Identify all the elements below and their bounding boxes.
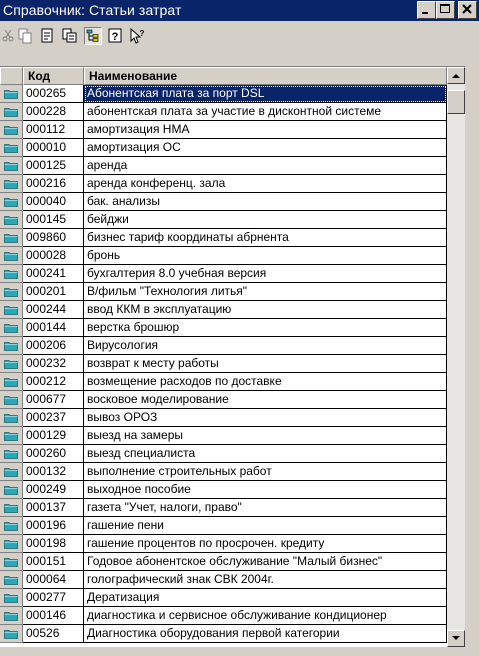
row-indicator bbox=[0, 193, 23, 211]
row-indicator bbox=[0, 445, 23, 463]
row-indicator bbox=[0, 301, 23, 319]
row-indicator bbox=[0, 625, 23, 643]
cell-name[interactable]: амортизация ОС bbox=[84, 139, 447, 157]
help-button[interactable] bbox=[106, 27, 124, 45]
cell-code[interactable]: 000237 bbox=[23, 409, 84, 427]
folder-icon bbox=[4, 197, 18, 207]
cell-name[interactable]: аренда конференц. зала bbox=[84, 175, 447, 193]
cell-name[interactable]: выезд на замеры bbox=[84, 427, 447, 445]
title-bar bbox=[0, 0, 479, 21]
table-row[interactable] bbox=[0, 265, 447, 283]
cell-name[interactable]: бронь bbox=[84, 247, 447, 265]
folder-icon bbox=[4, 251, 18, 261]
folder-icon bbox=[4, 575, 18, 585]
table-row[interactable] bbox=[0, 625, 447, 643]
cell-code[interactable]: 000129 bbox=[23, 427, 84, 445]
folder-icon bbox=[4, 629, 18, 639]
arrow-up-icon bbox=[448, 68, 464, 83]
cell-code[interactable]: 000112 bbox=[23, 121, 84, 139]
folder-icon bbox=[4, 521, 18, 531]
table-row[interactable] bbox=[0, 427, 447, 445]
row-indicator bbox=[0, 175, 23, 193]
cell-name[interactable]: Абонентская плата за порт DSL bbox=[84, 85, 447, 103]
row-indicator bbox=[0, 499, 23, 517]
cell-name[interactable]: амортизация НМА bbox=[84, 121, 447, 139]
scroll-up-button[interactable] bbox=[447, 67, 465, 84]
help-icon bbox=[106, 27, 124, 45]
row-indicator bbox=[0, 517, 23, 535]
cell-code[interactable]: 000212 bbox=[23, 373, 84, 391]
folder-icon bbox=[4, 593, 18, 603]
table-row[interactable] bbox=[0, 391, 447, 409]
row-indicator bbox=[0, 121, 23, 139]
row-indicator bbox=[0, 373, 23, 391]
row-indicator bbox=[0, 265, 23, 283]
copy-icon bbox=[17, 27, 35, 45]
column-header-name[interactable]: Наименование bbox=[84, 67, 447, 85]
cell-code[interactable]: 000232 bbox=[23, 355, 84, 373]
cell-code[interactable]: 000241 bbox=[23, 265, 84, 283]
table-row[interactable] bbox=[0, 211, 447, 229]
folder-icon bbox=[4, 359, 18, 369]
cell-code[interactable]: 000216 bbox=[23, 175, 84, 193]
cell-name[interactable]: возмещение расходов по доставке bbox=[84, 373, 447, 391]
folder-icon bbox=[4, 467, 18, 477]
folder-icon bbox=[4, 485, 18, 495]
cell-code[interactable]: 000206 bbox=[23, 337, 84, 355]
row-indicator bbox=[0, 553, 23, 571]
maximize-button[interactable] bbox=[436, 1, 455, 19]
table-row[interactable] bbox=[0, 553, 447, 571]
table-row[interactable] bbox=[0, 571, 447, 589]
cost-items-table[interactable] bbox=[0, 66, 465, 647]
cell-name[interactable]: Вирусология bbox=[84, 337, 447, 355]
cell-code[interactable]: 000151 bbox=[23, 553, 84, 571]
cell-code[interactable]: 000145 bbox=[23, 211, 84, 229]
table-row[interactable] bbox=[0, 319, 447, 337]
table-row[interactable] bbox=[0, 103, 447, 121]
cell-name[interactable]: Дератизация bbox=[84, 589, 447, 607]
close-button[interactable] bbox=[458, 1, 477, 19]
table-row[interactable] bbox=[0, 157, 447, 175]
folder-icon bbox=[4, 287, 18, 297]
cell-code[interactable]: 000677 bbox=[23, 391, 84, 409]
folder-icon bbox=[4, 143, 18, 153]
row-indicator bbox=[0, 337, 23, 355]
row-indicator bbox=[0, 319, 23, 337]
folder-icon bbox=[4, 341, 18, 351]
table-row[interactable] bbox=[0, 355, 447, 373]
svg-text:?: ? bbox=[111, 31, 119, 43]
row-indicator bbox=[0, 589, 23, 607]
cell-name[interactable]: выходное пособие bbox=[84, 481, 447, 499]
cut-icon bbox=[0, 27, 18, 45]
folder-icon bbox=[4, 611, 18, 621]
cell-name[interactable]: голографический знак СВК 2004г. bbox=[84, 571, 447, 589]
cell-name[interactable]: бухгалтерия 8.0 учебная версия bbox=[84, 265, 447, 283]
folder-icon bbox=[4, 449, 18, 459]
row-indicator bbox=[0, 139, 23, 157]
row-indicator bbox=[0, 427, 23, 445]
folder-icon bbox=[4, 395, 18, 405]
cell-name[interactable]: бизнес тариф координаты абрнента bbox=[84, 229, 447, 247]
cell-code[interactable]: 000228 bbox=[23, 103, 84, 121]
copy-button[interactable] bbox=[17, 27, 35, 45]
cell-code[interactable]: 000277 bbox=[23, 589, 84, 607]
minimize-button[interactable] bbox=[417, 1, 436, 19]
row-indicator bbox=[0, 85, 23, 103]
cell-name[interactable]: Годовое абонентское обслуживание "Малый бизнес" bbox=[84, 553, 447, 571]
cut-button[interactable] bbox=[0, 27, 18, 45]
row-indicator bbox=[0, 229, 23, 247]
cell-code[interactable]: 000244 bbox=[23, 301, 84, 319]
cell-name[interactable]: диагностика и сервисное обслуживание кондиционер bbox=[84, 607, 447, 625]
cell-code[interactable]: 000196 bbox=[23, 517, 84, 535]
cell-code[interactable]: 000028 bbox=[23, 247, 84, 265]
cell-name[interactable]: газета "Учет, налоги, право" bbox=[84, 499, 447, 517]
table-row[interactable] bbox=[0, 193, 447, 211]
table-row[interactable] bbox=[0, 589, 447, 607]
cell-code[interactable]: 000260 bbox=[23, 445, 84, 463]
cell-code[interactable]: 000010 bbox=[23, 139, 84, 157]
folder-icon bbox=[4, 107, 18, 117]
table-row[interactable] bbox=[0, 481, 447, 499]
scroll-down-button[interactable] bbox=[447, 630, 465, 647]
cell-code[interactable]: 000146 bbox=[23, 607, 84, 625]
paste-button[interactable] bbox=[39, 27, 57, 45]
header-icon-cell bbox=[0, 67, 23, 85]
cell-name[interactable]: бейджи bbox=[84, 211, 447, 229]
row-indicator bbox=[0, 157, 23, 175]
cell-name[interactable]: выполнение строительных работ bbox=[84, 463, 447, 481]
cell-name[interactable]: Диагностика оборудования первой категории bbox=[84, 625, 447, 643]
cell-code[interactable]: 000144 bbox=[23, 319, 84, 337]
table-row[interactable] bbox=[0, 445, 447, 463]
cell-name[interactable]: гашение процентов по просрочен. кредиту bbox=[84, 535, 447, 553]
paste-icon bbox=[39, 27, 57, 45]
table-row[interactable] bbox=[0, 121, 447, 139]
folder-icon bbox=[4, 323, 18, 333]
row-indicator bbox=[0, 211, 23, 229]
folder-icon bbox=[4, 161, 18, 171]
cell-code[interactable]: 000040 bbox=[23, 193, 84, 211]
table-row[interactable] bbox=[0, 85, 447, 103]
table-row[interactable] bbox=[0, 301, 447, 319]
table-row[interactable] bbox=[0, 607, 447, 625]
close-icon bbox=[459, 2, 476, 18]
folder-icon bbox=[4, 233, 18, 243]
folder-icon bbox=[4, 413, 18, 423]
row-indicator bbox=[0, 355, 23, 373]
row-indicator bbox=[0, 571, 23, 589]
maximize-icon bbox=[437, 2, 454, 18]
column-header-code[interactable]: Код bbox=[23, 67, 84, 85]
folder-icon bbox=[4, 431, 18, 441]
tree-view-icon bbox=[85, 28, 101, 44]
svg-text:?: ? bbox=[139, 29, 145, 38]
cell-name[interactable]: восковое моделирование bbox=[84, 391, 447, 409]
vertical-scrollbar[interactable] bbox=[447, 67, 465, 647]
row-indicator bbox=[0, 481, 23, 499]
cell-code[interactable]: 000064 bbox=[23, 571, 84, 589]
window-edge bbox=[465, 49, 479, 656]
folder-icon bbox=[4, 89, 18, 99]
table-row[interactable] bbox=[0, 175, 447, 193]
table-row[interactable] bbox=[0, 463, 447, 481]
table-row[interactable] bbox=[0, 499, 447, 517]
cell-code[interactable]: 000125 bbox=[23, 157, 84, 175]
cell-name[interactable]: вывоз ОРОЗ bbox=[84, 409, 447, 427]
cell-name[interactable]: В/фильм "Технология литья" bbox=[84, 283, 447, 301]
cell-name[interactable]: ввод ККМ в эксплуатацию bbox=[84, 301, 447, 319]
cell-code[interactable]: 000137 bbox=[23, 499, 84, 517]
cell-name[interactable]: выезд специалиста bbox=[84, 445, 447, 463]
cell-name[interactable]: абонентская плата за участие в дисконтной системе bbox=[84, 103, 447, 121]
folder-icon bbox=[4, 305, 18, 315]
toolbar bbox=[0, 21, 479, 49]
cell-code[interactable]: 000249 bbox=[23, 481, 84, 499]
row-indicator bbox=[0, 463, 23, 481]
cell-name[interactable]: верстка брошюр bbox=[84, 319, 447, 337]
row-indicator bbox=[0, 103, 23, 121]
context-help-icon bbox=[128, 27, 146, 45]
table-row[interactable] bbox=[0, 229, 447, 247]
folder-icon bbox=[4, 377, 18, 387]
context-help-button[interactable] bbox=[128, 27, 146, 45]
cell-name[interactable]: гашение пени bbox=[84, 517, 447, 535]
cell-code[interactable]: 009860 bbox=[23, 229, 84, 247]
cell-name[interactable]: бак. анализы bbox=[84, 193, 447, 211]
cell-name[interactable]: аренда bbox=[84, 157, 447, 175]
table-row[interactable] bbox=[0, 409, 447, 427]
table-row[interactable] bbox=[0, 373, 447, 391]
row-indicator bbox=[0, 409, 23, 427]
folder-icon bbox=[4, 557, 18, 567]
print-button[interactable] bbox=[61, 27, 79, 45]
tree-view-button[interactable] bbox=[84, 27, 102, 45]
folder-icon bbox=[4, 269, 18, 279]
cell-name[interactable]: возврат к месту работы bbox=[84, 355, 447, 373]
table-row[interactable] bbox=[0, 247, 447, 265]
folder-icon bbox=[4, 215, 18, 225]
cell-code[interactable]: 000201 bbox=[23, 283, 84, 301]
folder-icon bbox=[4, 503, 18, 513]
cell-code[interactable]: 000132 bbox=[23, 463, 84, 481]
table-row[interactable] bbox=[0, 139, 447, 157]
table-row[interactable] bbox=[0, 283, 447, 301]
row-indicator bbox=[0, 391, 23, 409]
table-row[interactable] bbox=[0, 535, 447, 553]
print-icon bbox=[61, 27, 79, 45]
window-title: Справочник: Статьи затрат bbox=[3, 2, 182, 18]
folder-icon bbox=[4, 125, 18, 135]
folder-icon bbox=[4, 179, 18, 189]
cell-code[interactable]: 000265 bbox=[23, 85, 84, 103]
row-indicator bbox=[0, 283, 23, 301]
scroll-thumb[interactable] bbox=[447, 90, 465, 114]
folder-icon bbox=[4, 539, 18, 549]
cell-code[interactable]: 00526 bbox=[23, 625, 84, 643]
minimize-icon bbox=[418, 2, 435, 18]
cell-code[interactable]: 000198 bbox=[23, 535, 84, 553]
arrow-down-icon bbox=[448, 631, 464, 646]
row-indicator bbox=[0, 607, 23, 625]
table-row[interactable] bbox=[0, 517, 447, 535]
table-row[interactable] bbox=[0, 337, 447, 355]
row-indicator bbox=[0, 535, 23, 553]
row-indicator bbox=[0, 247, 23, 265]
